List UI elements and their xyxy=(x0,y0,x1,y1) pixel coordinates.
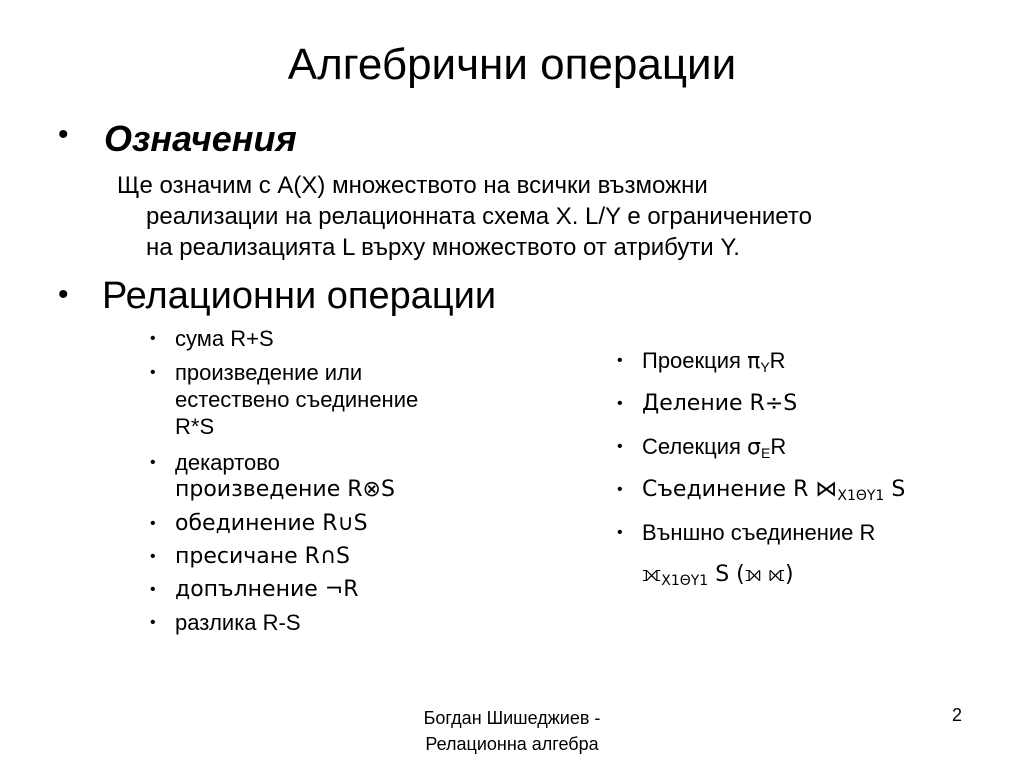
bullet-dot: • xyxy=(150,614,156,631)
op-sum: сума R+S xyxy=(175,326,274,351)
op-product-line: естествено съединение xyxy=(175,387,419,412)
op-projection: Проекция $\pi_YR$ xyxy=(642,348,786,375)
bullet-dot: • xyxy=(150,581,156,598)
bullet-dot: • xyxy=(617,395,623,412)
bullet-dot: • xyxy=(150,364,156,381)
bullet-dot: • xyxy=(58,118,69,151)
definitions-heading: Означения xyxy=(104,118,297,159)
page-number: 2 xyxy=(952,705,963,725)
definition-line: Ще означим с A(X) множеството на всички възможни xyxy=(117,172,708,199)
op-complement: допълнение ¬R xyxy=(175,577,359,602)
op-product-line: R*S xyxy=(175,414,215,439)
op-selection: Селекция $\sigma_ER$ xyxy=(642,434,787,461)
op-difference: разлика R-S xyxy=(175,610,301,635)
bullet-dot: • xyxy=(150,454,156,471)
op-join: Съединение R $⋈_{X1\Theta Y1}$ S xyxy=(642,477,906,504)
pi-symbol: π xyxy=(747,349,761,374)
bullet-dot: • xyxy=(617,352,623,369)
bullet-dot: • xyxy=(58,278,69,311)
outer-join-symbol: ⟗ xyxy=(642,562,662,587)
definition-line: реализации на релационната схема X. L/Y е ограничението xyxy=(146,203,812,230)
op-cartesian-line: произведение R⊗S xyxy=(175,477,395,502)
slide-title: Алгебрични операции xyxy=(287,40,737,89)
op-outer-join-label: Външно съединение R xyxy=(642,520,876,545)
op-division: Деление R÷S xyxy=(642,391,798,416)
bullet-dot: • xyxy=(617,524,623,541)
op-intersection: пресичане R∩S xyxy=(175,544,351,569)
bullet-dot: • xyxy=(150,548,156,565)
bullet-dot: • xyxy=(150,330,156,347)
definition-line: на реализацията L върху множеството от атрибути Y. xyxy=(146,234,740,261)
op-product-line: произведение или xyxy=(175,360,363,385)
bullet-dot: • xyxy=(150,515,156,532)
op-cartesian-line: декартово xyxy=(175,450,280,475)
sigma-symbol: σ xyxy=(747,435,761,460)
footer-author: Богдан Шишеджиев - Релационна алгебра xyxy=(423,708,601,754)
bullet-dot: • xyxy=(617,438,623,455)
bullet-dot: • xyxy=(617,481,623,498)
op-union: обединение R∪S xyxy=(175,511,368,536)
relational-heading: Релационни операции xyxy=(102,275,497,317)
op-outer-join: $⟗_{X1\Theta Y1}$ S (⟕ ⟖) xyxy=(642,562,794,589)
